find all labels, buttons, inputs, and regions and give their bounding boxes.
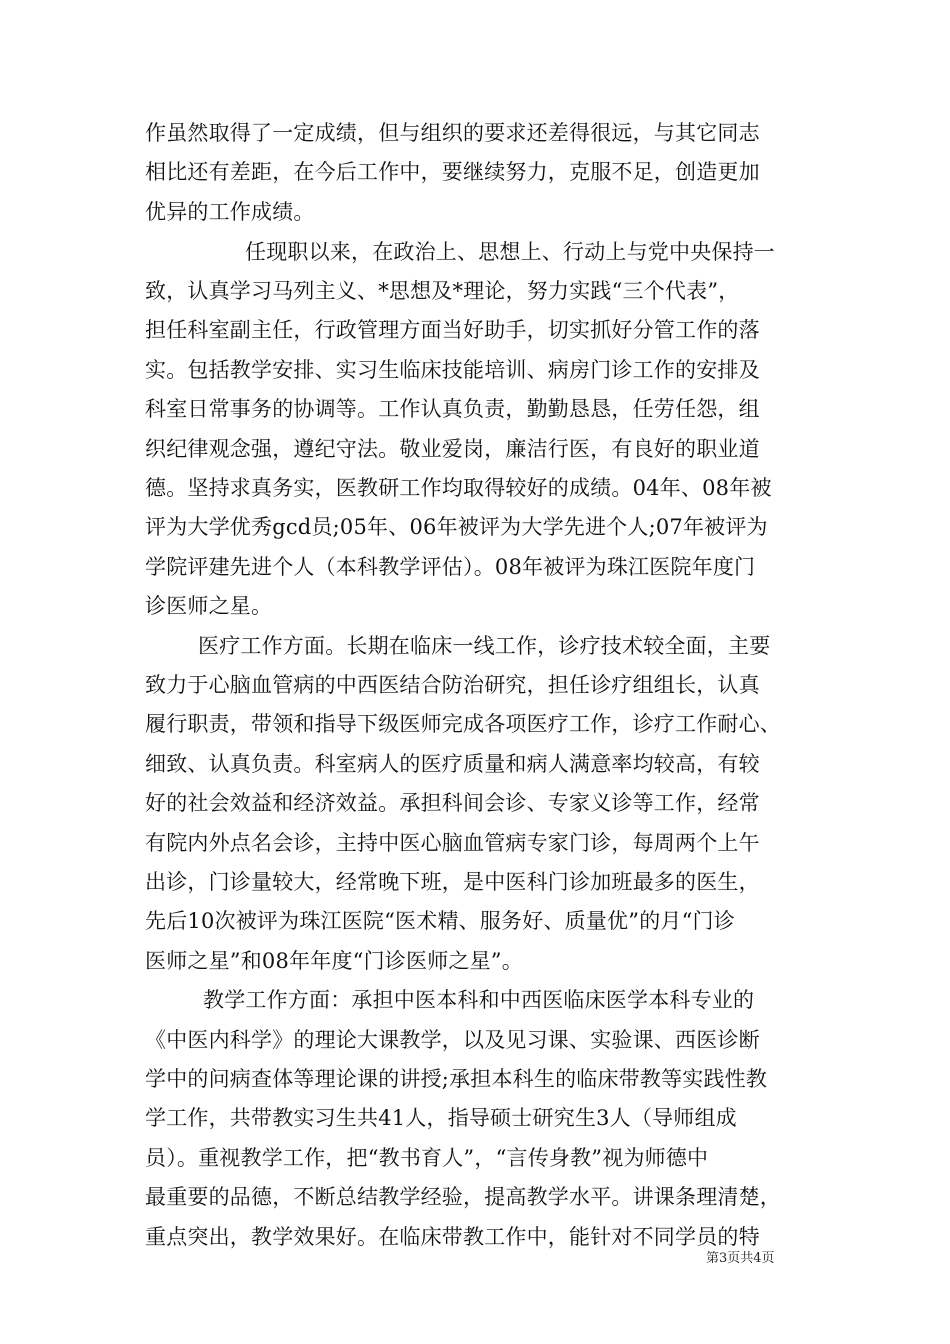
text-line: 优异的工作成绩。 [145,200,315,224]
text-line: 医师之星”和08年年度“门诊医师之星”。 [145,949,523,973]
text-line: 德。坚持求真务实，医教研工作均取得较好的成绩。04年、08年被 [145,476,772,500]
text-line: 实。包括教学安排、实习生临床技能培训、病房门诊工作的安排及 [145,358,760,382]
text-line: 员）。重视教学工作，把“教书育人”，“言传身教”视为师德中 [145,1146,709,1170]
text-line: 最重要的品德，不断总结教学经验，提高教学水平。讲课条理清楚， [145,1185,781,1209]
text-line: 好的社会效益和经济效益。承担科间会诊、专家义诊等工作，经常 [145,791,760,815]
page-number-footer: 第3页共4页 [706,1251,775,1266]
text-line: 致，认真学习马列主义、*思想及*理论，努力实践“三个代表”， [145,279,740,303]
text-line: 致力于心脑血管病的中西医结合防治研究，担任诊疗组组长，认真 [145,673,760,697]
text-line: 作虽然取得了一定成绩，但与组织的要求还差得很远，与其它同志 [145,121,760,145]
text-line: 担任科室副主任，行政管理方面当好助手，切实抓好分管工作的落 [145,318,760,342]
paragraph-first-line: 任现职以来，在政治上、思想上、行动上与党中央保持一 [245,240,775,264]
text-line: 织纪律观念强，遵纪守法。敬业爱岗，廉洁行医，有良好的职业道 [145,437,760,461]
text-line: 有院内外点名会诊，主持中医心脑血管病专家门诊，每周两个上午 [145,831,760,855]
text-line: 评为大学优秀gcd员;05年、06年被评为大学先进个人;07年被评为 [145,515,768,539]
text-line: 学院评建先进个人（本科教学评估）。08年被评为珠江医院年度门 [145,555,756,579]
text-line: 学中的问病查体等理论课的讲授;承担本科生的临床带教等实践性教 [145,1067,768,1091]
text-line: 《中医内科学》的理论大课教学，以及见习课、实验课、西医诊断 [145,1028,760,1052]
text-line: 出诊，门诊量较大，经常晚下班，是中医科门诊加班最多的医生， [145,870,760,894]
paragraph-first-line: 教学工作方面：承担中医本科和中西医临床医学本科专业的 [203,988,755,1012]
text-line: 科室日常事务的协调等。工作认真负责，勤勤恳恳，任劳任怨，组 [145,397,760,421]
text-line: 履行职责，带领和指导下级医师完成各项医疗工作，诊疗工作耐心、 [145,712,781,736]
text-line: 先后10次被评为珠江医院“医术精、服务好、质量优”的月“门诊 [145,909,735,933]
text-line: 诊医师之星。 [145,594,273,618]
text-line: 相比还有差距，在今后工作中，要继续努力，克服不足，创造更加 [145,160,760,184]
text-line: 细致、认真负责。科室病人的医疗质量和病人满意率均较高，有较 [145,752,760,776]
text-line: 重点突出，教学效果好。在临床带教工作中，能针对不同学员的特 [145,1225,760,1249]
paragraph-first-line: 医疗工作方面。长期在临床一线工作，诊疗技术较全面，主要 [198,634,771,658]
text-line: 学工作，共带教实习生共41人，指导硕士研究生3人（导师组成 [145,1106,737,1130]
